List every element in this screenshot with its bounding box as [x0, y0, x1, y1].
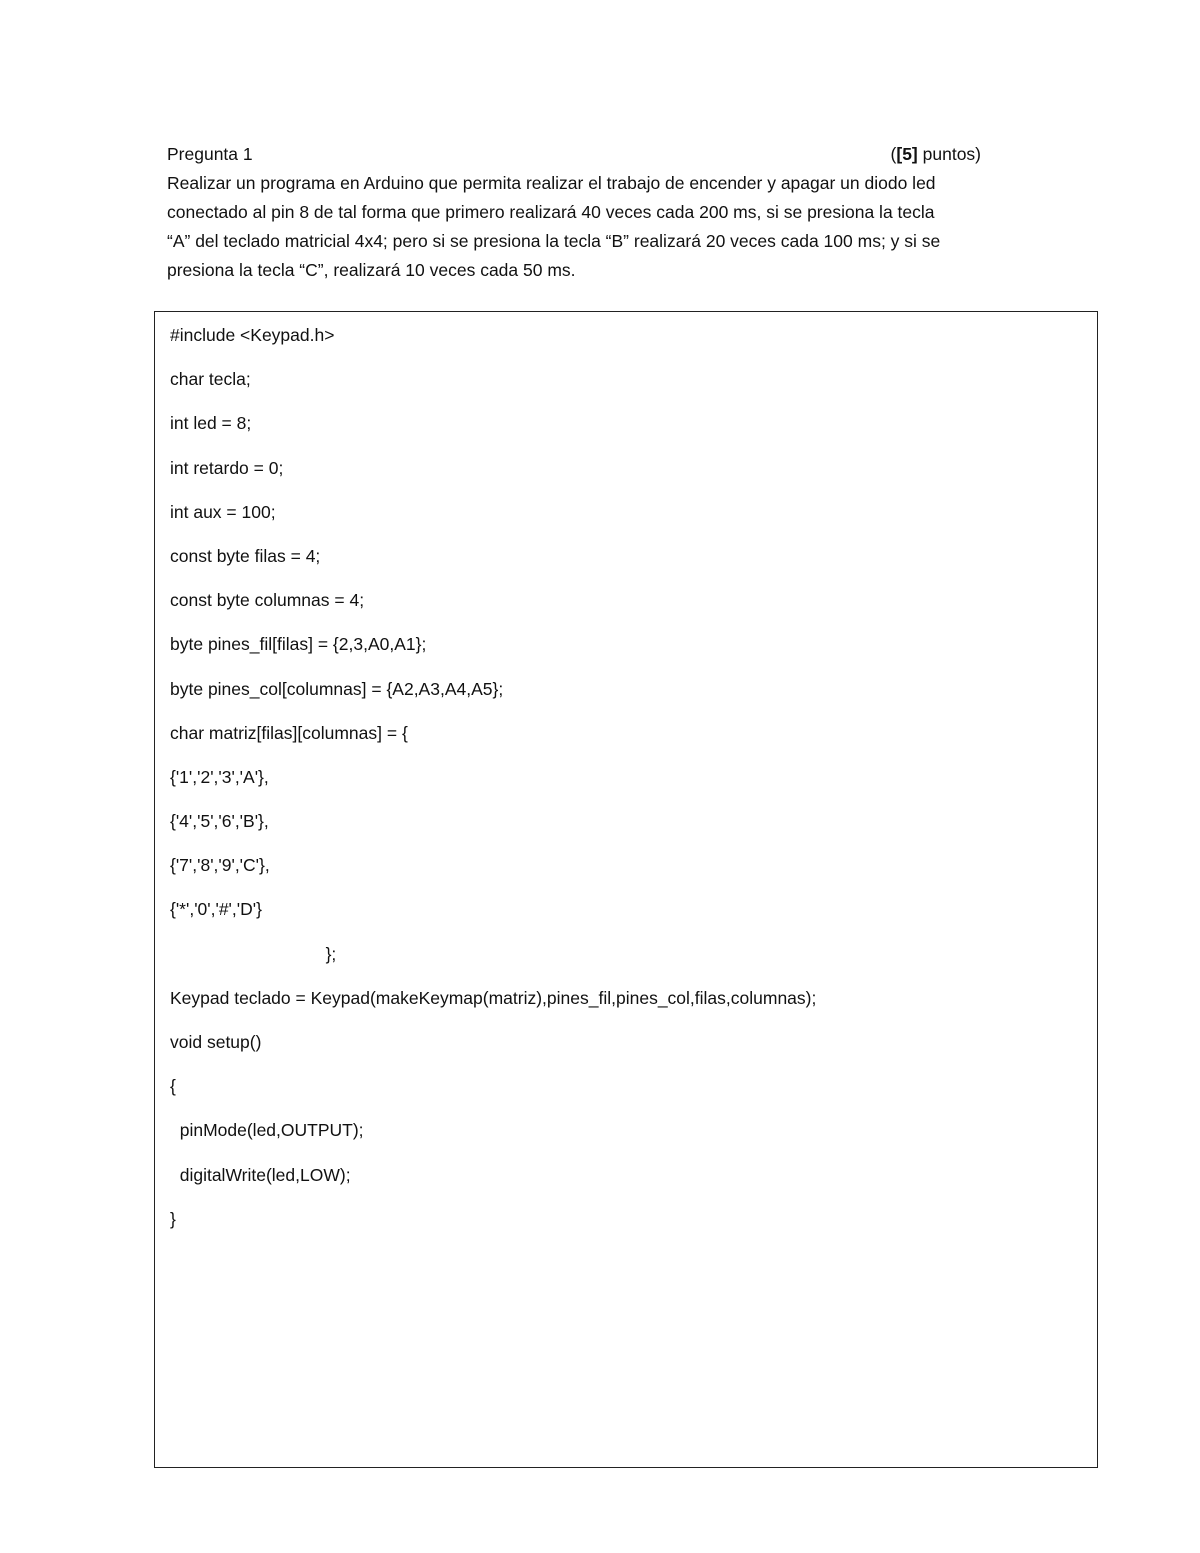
points-open: ( [890, 144, 897, 164]
prompt-line: “A” del teclado matricial 4x4; pero si se presiona la tecla “B” realizará 20 veces cada 100 ms; y si se [167, 231, 941, 251]
code-answer-box [154, 311, 1098, 1468]
code-line: void setup() [170, 1032, 262, 1052]
code-line: int retardo = 0; [170, 457, 284, 478]
code-line: {'1','2','3','A'}, [170, 766, 269, 787]
question-points [891, 140, 981, 169]
points-close: puntos) [917, 144, 981, 164]
code-line: int led = 8; [170, 413, 252, 434]
code-line: {'*','0','#','D'} [170, 899, 262, 920]
code-line: const byte columnas = 4; [170, 590, 365, 611]
prompt-line: presiona la tecla “C”, realizará 10 veces cada 50 ms. [167, 260, 576, 280]
question-header [167, 140, 981, 169]
code-line: char tecla; [170, 369, 251, 390]
code-line: #include <Keypad.h> [170, 325, 335, 345]
code-line: pinMode(led,OUTPUT); [170, 1120, 364, 1141]
question-block [167, 140, 1047, 285]
points-value: [5] [896, 144, 918, 164]
code-line: byte pines_col[columnas] = {A2,A3,A4,A5}; [170, 678, 504, 699]
code-listing [170, 322, 1077, 1250]
question-title: Pregunta 1 [167, 144, 253, 164]
prompt-line: conectado al pin 8 de tal forma que primero realizará 40 veces cada 200 ms, si se presiona la tecla [167, 202, 935, 222]
prompt-line: Realizar un programa en Arduino que permita realizar el trabajo de encender y apagar un diodo led [167, 173, 936, 193]
code-line: {'7','8','9','C'}, [170, 855, 270, 876]
code-line: } [170, 1208, 176, 1229]
code-line: int aux = 100; [170, 501, 276, 522]
code-line: char matriz[filas][columnas] = { [170, 722, 408, 743]
code-line: {'4','5','6','B'}, [170, 811, 269, 832]
code-line: Keypad teclado = Keypad(makeKeymap(matriz),pines_fil,pines_col,filas,columnas); [170, 987, 817, 1008]
code-line: digitalWrite(led,LOW); [170, 1164, 351, 1185]
code-line: { [170, 1076, 176, 1097]
code-line: const byte filas = 4; [170, 545, 321, 566]
code-line: }; [170, 943, 337, 964]
code-line: byte pines_fil[filas] = {2,3,A0,A1}; [170, 634, 427, 655]
